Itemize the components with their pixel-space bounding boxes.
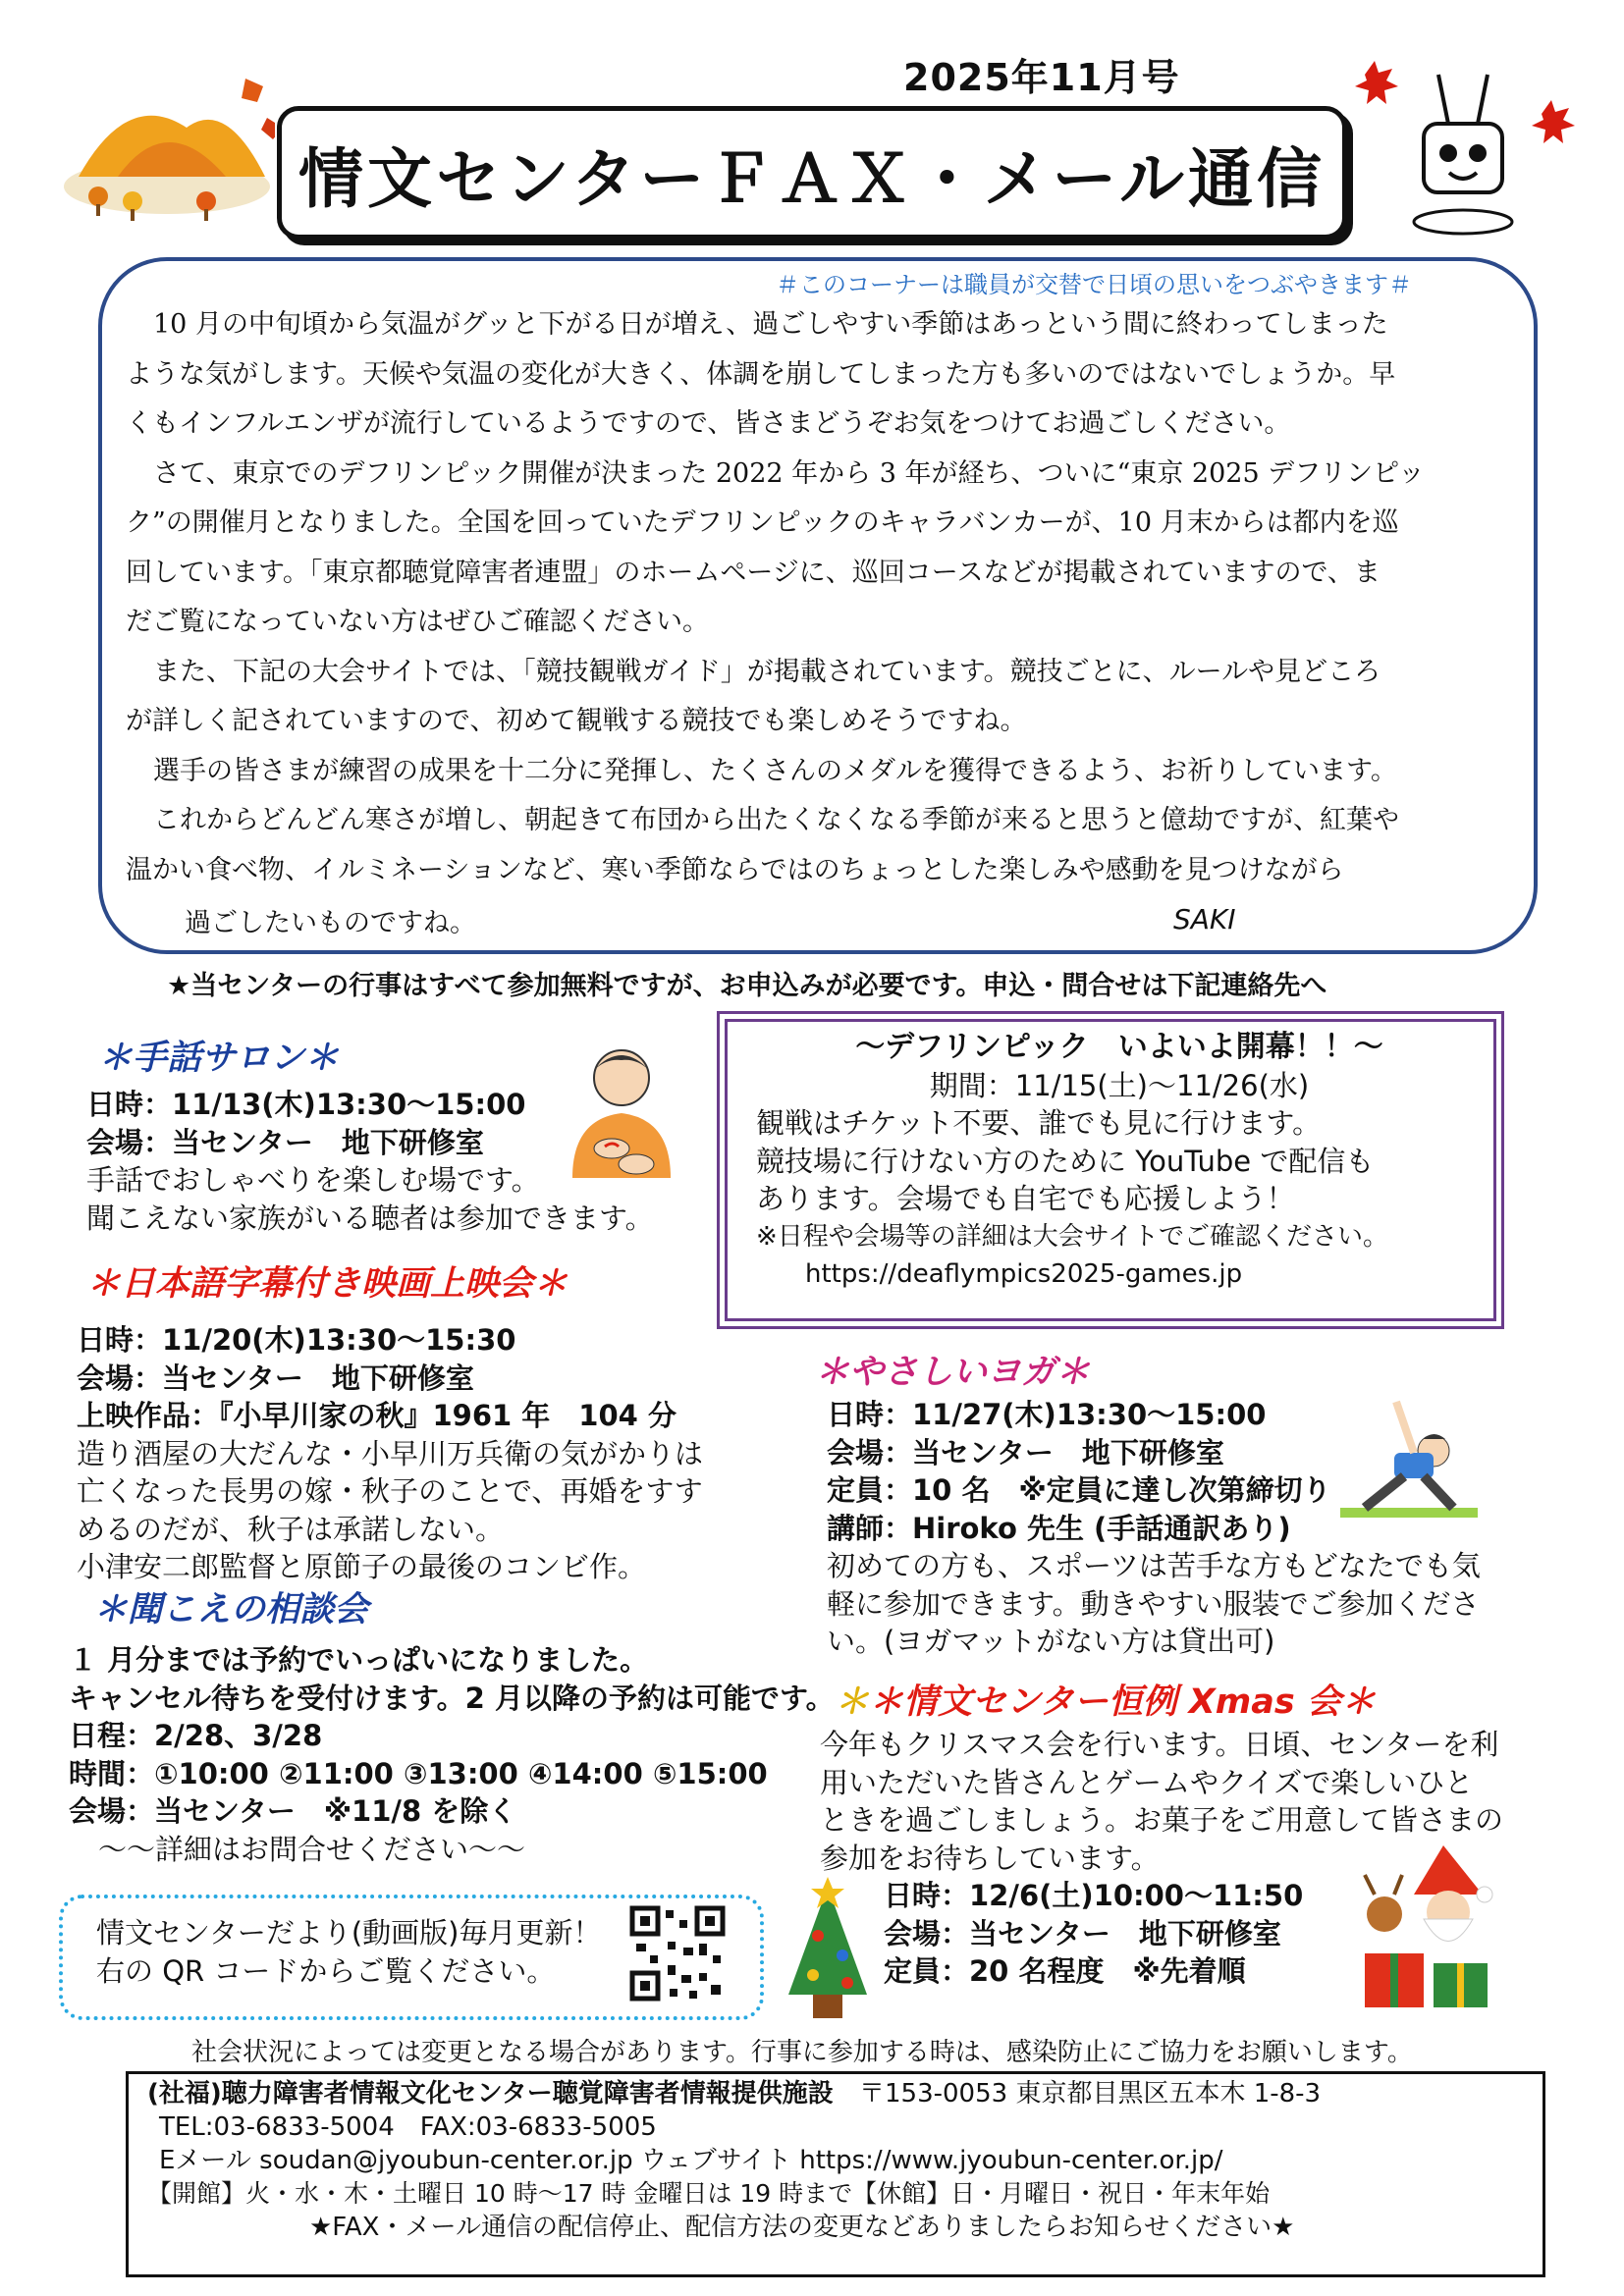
newsletter-title: 情文センターＦＡＸ・メール通信 bbox=[298, 140, 1326, 217]
movie-desc: めるのだが、秋子は承諾しない。 bbox=[77, 1512, 505, 1546]
essay-closing: 過ごしたいものですね。 bbox=[185, 908, 476, 938]
movie-title: ＊日本語字幕付き映画上映会＊ bbox=[86, 1264, 568, 1304]
essay-header: ＃このコーナーは職員が交替で日頃の思いをつぶやきます＃ bbox=[776, 271, 1412, 298]
yoga-person-illustration bbox=[1335, 1392, 1483, 1529]
deaflympics-text: あります。会場でも自宅でも応援しよう！ bbox=[756, 1182, 1295, 1215]
deaflympics-url-link[interactable]: https://deaflympics2025-games.jp bbox=[805, 1259, 1243, 1289]
salon-title: ＊手話サロン＊ bbox=[98, 1039, 340, 1078]
essay-line: だご覧になっていない方はぜひご確認ください。 bbox=[126, 607, 709, 637]
yoga-teacher: 講師：Hiroko 先生 (手話通訳あり) bbox=[827, 1511, 1291, 1545]
salon-date: 日時：11/13(木)13:30～15:00 bbox=[86, 1088, 526, 1121]
yoga-desc: い。(ヨガマットがない方は貸出可) bbox=[827, 1625, 1275, 1658]
xmas-info bbox=[884, 1877, 1303, 1991]
movie-date: 日時：11/20(木)13:30～15:30 bbox=[77, 1323, 516, 1357]
essay-line: 10 月の中旬頃から気温がグッと下がる日が増え、過ごしやすい季節はあっという間に終わってしまった bbox=[153, 309, 1388, 340]
yoga-desc: 初めての方も、スポーツは苦手な方もどなたでも気 bbox=[827, 1549, 1481, 1582]
footer-note: 社会状況によっては変更となる場合があります。行事に参加する時は、感染防止にご協力をお願いします。 bbox=[191, 2038, 1413, 2067]
deaflympics-note: ※日程や会場等の詳細は大会サイトでご確認ください。 bbox=[756, 1221, 1388, 1252]
xmas-desc: 今年もクリスマス会を行います。日頃、センターを利 bbox=[820, 1728, 1499, 1761]
movie-desc: 亡くなった長男の嫁・秋子のことで、再婚をすす bbox=[77, 1474, 703, 1508]
deaflympics-period: 期間：11/15(土)～11/26(水) bbox=[929, 1068, 1310, 1102]
essay-body bbox=[126, 300, 1500, 895]
consult-dates: 日程：2/28、3/28 bbox=[69, 1719, 323, 1752]
xmas-desc: ときを過ごしましょう。お菓子をご用意して皆さまの bbox=[820, 1803, 1504, 1837]
consult-text: キャンセル待ちを受付けます。2 月以降の予約は可能です。 bbox=[69, 1681, 835, 1715]
xmas-desc: 参加をお待ちしています。 bbox=[820, 1841, 1160, 1875]
essay-line: 選手の皆さまが練習の成果を十二分に発揮し、たくさんのメダルを獲得できるよう、お祈りしています。 bbox=[153, 755, 1397, 786]
essay-line: さて、東京でのデフリンピック開催が決まった 2022 年から 3 年が経ち、ついに“東京 2025 デフリンピッ bbox=[153, 457, 1426, 489]
xmas-venue: 会場：当センター 地下研修室 bbox=[884, 1916, 1281, 1950]
essay-line: が詳しく記されていますので、初めて観戦する競技でも楽しめそうですね。 bbox=[126, 706, 1027, 736]
free-event-notice: ★当センターの行事はすべて参加無料ですが、お申込みが必要です。申込・問合せは下記連絡先へ bbox=[167, 971, 1327, 1001]
movie-details bbox=[77, 1321, 703, 1586]
newsletter-title-box bbox=[277, 106, 1347, 240]
signing-person-illustration bbox=[558, 1041, 685, 1188]
contact-org: (社福)聴力障害者情報文化センター聴覚障害者情報提供施設 bbox=[147, 2079, 834, 2109]
autumn-trees-illustration bbox=[59, 69, 275, 226]
essay-signature: SAKI bbox=[1173, 903, 1236, 935]
xmas-desc: 用いただいた皆さんとゲームやクイズで楽しいひと bbox=[820, 1765, 1474, 1799]
essay-line: 温かい食べ物、イルミネーションなど、寒い季節ならではのちょっとした楽しみや感動を見つけながら bbox=[126, 854, 1344, 885]
santa-reindeer-illustration bbox=[1355, 1836, 1502, 2022]
consult-times: 時間：①10:00 ②11:00 ③13:00 ④14:00 ⑤15:00 bbox=[69, 1756, 768, 1790]
movie-desc: 小津安二郎監督と原節子の最後のコンビ作。 bbox=[77, 1550, 647, 1583]
video-newsletter-line: 右の QR コードからご覧ください。 bbox=[96, 1953, 556, 1988]
consult-more: ～～詳細はお問合せください～～ bbox=[98, 1832, 526, 1866]
yoga-desc: 軽に参加できます。動きやすい服装でご参加くださ bbox=[827, 1586, 1480, 1621]
yoga-title: ＊やさしいヨガ＊ bbox=[815, 1353, 1091, 1392]
qr-code-icon[interactable] bbox=[628, 1904, 727, 2002]
yoga-venue: 会場：当センター 地下研修室 bbox=[827, 1435, 1224, 1469]
essay-line: くもインフルエンザが流行しているようですので、皆さまどうぞお気をつけてお過ごしください。 bbox=[126, 408, 1291, 439]
mascot-maple-illustration bbox=[1355, 55, 1581, 241]
salon-venue: 会場：当センター 地下研修室 bbox=[86, 1125, 484, 1159]
consult-venue: 会場：当センター ※11/8 を除く bbox=[69, 1794, 517, 1828]
consult-details bbox=[69, 1641, 835, 1868]
deaflympics-title: ～デフリンピック いよいよ開幕！！～ bbox=[855, 1030, 1383, 1064]
salon-desc: 手話でおしゃべりを楽しむ場です。 bbox=[86, 1163, 540, 1197]
salon-desc: 聞こえない家族がいる聴者は参加できます。 bbox=[86, 1201, 654, 1235]
contact-info bbox=[147, 2077, 1321, 2244]
yoga-capacity: 定員：10 名 ※定員に達し次第締切り bbox=[827, 1473, 1331, 1507]
essay-line: また、下記の大会サイトでは、「競技観戦ガイド」が掲載されています。競技ごとに、ルールや見どころ bbox=[153, 656, 1381, 687]
video-newsletter-text bbox=[96, 1914, 601, 1990]
essay-line: 回しています。「東京都聴覚障害者連盟」のホームページに、巡回コースなどが掲載されていますので、ま bbox=[126, 557, 1380, 588]
contact-tel: TEL:03-6833-5004 FAX:03-6833-5005 bbox=[159, 2112, 657, 2142]
movie-desc: 造り酒屋の大だんな・小早川万兵衛の気がかりは bbox=[77, 1436, 704, 1470]
movie-venue: 会場：当センター 地下研修室 bbox=[77, 1361, 474, 1395]
consult-text: １ 月分までは予約でいっぱいになりました。 bbox=[69, 1643, 649, 1677]
deaflympics-content bbox=[756, 1029, 1483, 1294]
movie-work: 上映作品：『小早川家の秋』1961 年 104 分 bbox=[77, 1399, 677, 1432]
essay-line: ような気がします。天候や気温の変化が大きく、体調を崩してしまった方も多いのではないでしょうか。早 bbox=[126, 358, 1396, 390]
xmas-capacity: 定員：20 名程度 ※先着順 bbox=[884, 1954, 1246, 1988]
xmas-title: ＊＊情文センター恒例 Xmas 会＊ bbox=[835, 1682, 1376, 1722]
essay-line: ク”の開催月となりました。全国を回っていたデフリンピックのキャラバンカーが、10 月末からは都内を巡 bbox=[126, 507, 1399, 538]
issue-date: 2025年11月号 bbox=[903, 56, 1180, 99]
contact-address: 〒153-0053 東京都目黒区五本木 1-8-3 bbox=[859, 2079, 1322, 2109]
contact-web[interactable]: Eメール soudan@jyoubun-center.or.jp ウェブサイト https://www.jyoubun-center.or.jp/ bbox=[159, 2146, 1223, 2175]
contact-stop-note: ★FAX・メール通信の配信停止、配信方法の変更などありましたらお知らせください★ bbox=[309, 2213, 1295, 2242]
consult-title: ＊聞こえの相談会 bbox=[93, 1590, 369, 1629]
contact-hours: 【開館】火・水・木・土曜日 10 時～17 時 金曜日は 19 時まで【休館】日・月曜日・祝日・年末年始 bbox=[147, 2179, 1271, 2208]
deaflympics-text: 観戦はチケット不要、誰でも見に行けます。 bbox=[756, 1106, 1322, 1140]
xmas-title-text: ＊情文センター恒例 Xmas 会＊ bbox=[869, 1682, 1376, 1722]
video-newsletter-line: 情文センターだより(動画版)毎月更新！ bbox=[96, 1916, 602, 1949]
xmas-date: 日時：12/6(土)10:00～11:50 bbox=[884, 1879, 1304, 1912]
yoga-date: 日時：11/27(木)13:30～15:00 bbox=[827, 1398, 1267, 1431]
christmas-tree-icon bbox=[774, 1877, 882, 2024]
deaflympics-text: 競技場に行けない方のために YouTube で配信も bbox=[756, 1144, 1375, 1178]
essay-line: これからどんどん寒さが増し、朝起きて布団から出たくなくなる季節が来ると思うと億劫ですが、紅葉や bbox=[153, 805, 1399, 835]
